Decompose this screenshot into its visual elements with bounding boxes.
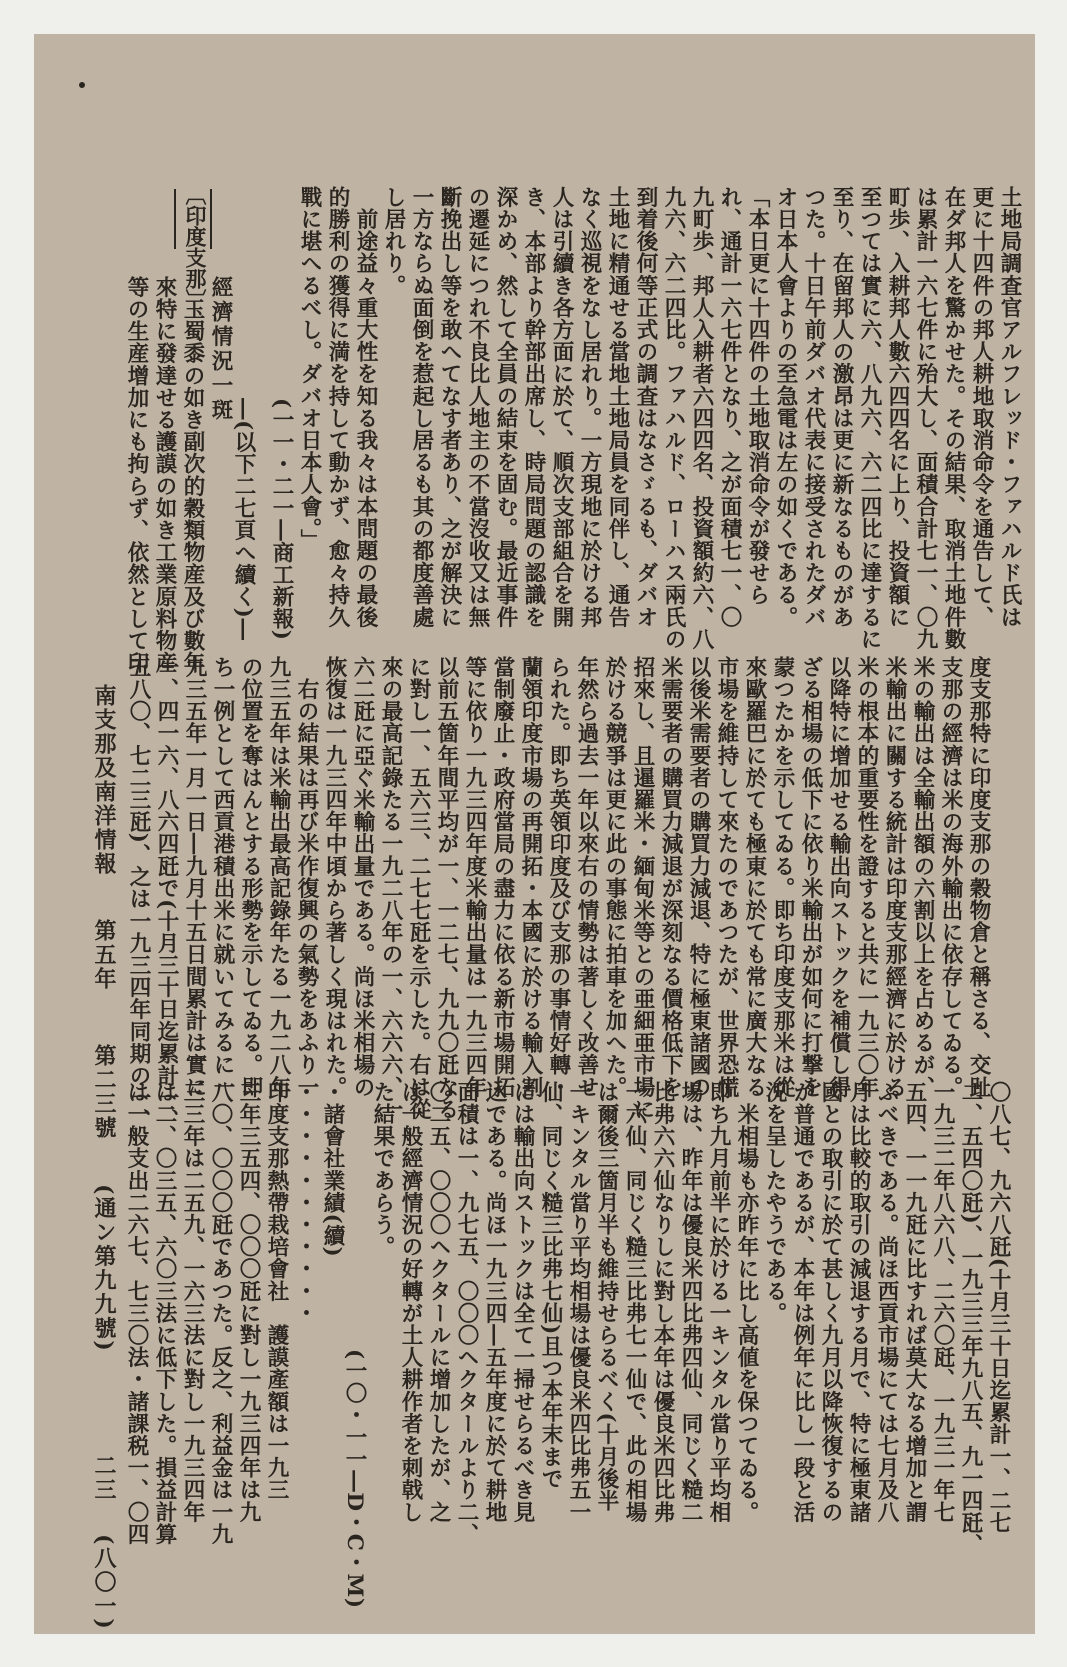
text-line: 到着後何等正式の調査はなさゞるも、ダバオ [633,186,658,628]
text-line: 六二瓩に亞ぐ米輸出量である。尚ほ米相場の [350,656,375,1098]
issue-number: 第二三號 [91,1044,117,1140]
text-line: 蒙つたかを示してゐる。即ち印度支那米は從 [770,656,795,1098]
text-line: られた。即ち英領印度及び支那の事情好轉・ [546,656,571,1098]
text-line: 土地に精通せる當地土地局員を同伴し、通告 [605,186,630,628]
text-line: 土地局調査官アルフレッド・ファハルド氏は [997,186,1022,628]
text-line: 當制廢止・政府當局の盡力に依る新市場開拓 [490,656,515,1098]
text-line: 米需要者の購買力減退が深刻なる價格低下を [658,656,683,1098]
text-line: には輸出向ストックは全て一掃せらるべき見 [510,1081,535,1523]
text-line: 比弗六六仙なりしに對し本年は優良米四比弗 [650,1081,675,1523]
text-line: 市場を維持して來たのであつたが、世界恐慌 [714,656,739,1098]
text-line: 一九三二年八六八、二六〇瓩、一九三一年七 [930,1081,955,1523]
page-number: 二三 [91,1454,117,1502]
article-column-middle [122,656,992,1131]
text-line: 米の輸出は全輸出額の六割以上を占めるが、 [910,656,935,1098]
text-line: は爾後三箇月半も維持せらるべく(十月後半 [594,1081,619,1512]
text-line: 込である。尚ほ一九三四―五年度に於て耕地 [482,1081,507,1523]
text-line: れ、通計一六七件となり、之が面積七一、〇 [717,186,742,628]
text-line: 仙、同じく糙三比弗七仙)且つ本年末まで [538,1081,563,1490]
article-column-lower [342,1081,1012,1609]
text-line: 三年三五四、〇〇〇瓩に對し一九三四年は九 [236,1081,261,1523]
cumulative-issue: (通ン第九九號) [91,1184,117,1353]
text-line: 九六、六二四比。ファハルド、ローハス兩氏の [661,186,686,651]
text-line: 一、四一六、八六四瓩で(十月三十日迄累計一、 [154,656,179,1131]
ink-dot [79,82,85,88]
text-line: 斷挽出し等を敢へてなす者あり、之が解決に [437,186,462,628]
text-line: は累計一六七件に殆大し、面積合計七一、〇九 [913,186,938,651]
text-line: 在ダ邦人を驚かせた。その結果、取消土地件數 [941,186,966,651]
text-line: 的勝利の獲得に満を持して動かず、愈々持久 [325,186,350,628]
text-line: し居れり。 [381,186,406,297]
section-lead-column [122,276,206,674]
text-line: 九三五年一月一日―九月十五日間累計は實に [182,656,207,1098]
text-line: 右の結果は再び米作復興の氣勢をあふり一 [294,656,319,1098]
section-tag: 〔印度支那〕 [183,184,208,310]
text-line: 玉蜀黍の如き副次的穀類物産及び數年 [180,276,205,674]
text-line: ち一例として西貢港積出米に就いてみるに一 [210,656,235,1098]
text-line: 八〇、〇〇〇瓩であつた。反之、利益金は一九 [208,1081,233,1546]
section-heading: 經濟情況一斑 [208,276,233,423]
companies-section [122,1081,346,1609]
text-line: 米相場も亦昨年に比し高値を保つてゐる。 [734,1081,759,1523]
text-line: 恢復は一九三四年中頃から著しく現はれた。 [322,656,347,1098]
text-line: 二、五四〇瓩)、一九三三年九八五、九一四瓩、 [958,1081,983,1556]
text-line: の遷延につれ不良比人地主の不當沒收又は無 [465,186,490,628]
text-line: ざる相場の低下に依り米輸出が如何に打撃を [798,656,823,1098]
text-line: 來歐羅巴に於ても極東に於ても常に廣大なる [742,656,767,1098]
signature-line: (一〇・一一―D・C・M) [342,1349,367,1609]
text-line: に對し一、五六三、二七七瓩を示した。右は從 [406,656,431,1121]
text-line: 前途益々重大性を知る我々は本問題の最後 [353,186,378,628]
text-line: 以後米需要者の購買力減退、特に極東諸國の [686,656,711,1098]
text-line: ふべきである。尚ほ西貢市場にては七月及八 [874,1081,899,1523]
text-line: 戰に堪へるべし。ダバオ日本人會。」 [297,186,322,551]
text-line: 等に依り一九三四年度米輸出量は一九三四年 [462,656,487,1098]
text-line: 三三年は二五九、一六三法に對し一九三四年 [180,1081,205,1523]
text-line: き、本部より幹部出席し、時局問題の認識を [521,186,546,628]
text-line: 國との取引に於て甚しく九月以降恢復するの [818,1081,843,1523]
article-column-upper-right [231,186,1023,651]
text-line: 至り、在留邦人の激昂は更に新なるものがあ [829,186,854,628]
text-line: 九町歩、邦人入耕者六四四名、投資額約六、八 [689,186,714,651]
text-line: 以降特に增加せる輸出向ストックを補償し得 [826,656,851,1098]
text-line: 町歩、入耕邦人數六四四名に上り、投資額に [885,186,910,628]
text-line: 米の根本的重要性を證すると共に一九三〇年 [854,656,879,1098]
text-line: 〇八七、九六八瓩(十月三十日迄累計一、二七 [986,1081,1011,1534]
text-line: 五四、一一九瓩に比すれば莫大なる增加と謂 [902,1081,927,1523]
text-line: の位置を奪はんとする形勢を示してゐる。即 [238,656,263,1098]
text-line: なく巡視をなし居れり。一方現地に於ける邦 [577,186,602,628]
text-line: 即ち九月前半に於ける一キンタル當り平均相 [706,1081,731,1523]
text-line: 支那の經濟は米の海外輸出に依存してゐる。 [938,656,963,1098]
folio-number: (八〇一) [91,1534,117,1631]
text-line: 等の生産增加にも拘らず、依然として印 [124,276,149,674]
text-line: は一般支出二六七、七三〇法・諸課税一、〇四 [124,1081,149,1546]
text-line: 月は比較的取引の減退する月で、特に極東諸 [846,1081,871,1523]
text-line: 一六仙、同じく糙三比弗七一仙で、此の相場 [622,1081,647,1523]
signature-line: (一一・二一―商工新報) [269,398,294,641]
companies-heading: ・諸會社業績(續) [320,1081,345,1258]
text-line: 九三五年は米輸出最高記錄年たる一九二八年 [266,656,291,1098]
text-line: 至つては實に六、八九六、六二四比に達するに [857,186,882,651]
text-line: 度支那特に印度支那の穀物倉と稱さる、交趾 [966,656,991,1098]
text-line: は一般經濟情況の好轉が土人耕作者を刺戟し [398,1081,423,1523]
text-line: 更に十四件の邦人耕地取消命令を通告して、 [969,186,994,628]
text-line: 來特に發達せる護謨の如き工業原料物産 [152,276,177,674]
text-line: 印度支那熱帶栽培會社 護謨產額は一九三 [264,1081,289,1501]
journal-page [34,34,1035,1634]
text-line: た結果であらう。 [370,1081,395,1258]
text-line: は二、〇三五、六〇三法に低下した。損益計算 [152,1081,177,1546]
text-line: 場は、昨年は優良米四比弗四仙、同じく糙二 [678,1081,703,1523]
text-line: 一方ならぬ面倒を惹起し居るも其の都度善處 [409,186,434,628]
text-line: 招來し、且暹羅米・緬甸米等との亜細亜市場に [630,656,655,1121]
text-line: 以前五箇年間平均が一、一二七、九九〇瓩なる [434,656,459,1121]
text-line: 人は引續き各方面に於て、順次支部組合を開 [549,186,574,628]
text-line: 況を呈したやうである。 [762,1081,787,1325]
volume-year: 第五年 [91,919,117,991]
text-line: が普通であるが、本年は例年に比し一段と活 [790,1081,815,1523]
text-line: 深かめ、然して全員の結束を固む。最近事件 [493,186,518,628]
text-line: 於ける競爭は更に此の事態に拍車を加へた。 [602,656,627,1098]
signature-line: ―(以下二七頁へ續く)― [231,398,256,641]
text-line: 面積は一、九七五、〇〇〇ヘクタールより二、 [454,1081,479,1546]
text-line: 蘭領印度市場の再開拓・本國に於ける輸入割 [518,656,543,1098]
text-line: 米輸出に關する統計は印度支那經濟に於ける [882,656,907,1098]
text-line: 來の最高記錄たる一九二八年の一、六六六、一 [378,656,403,1121]
text-line: つた。十日午前ダバオ代表に接受されたダバ [801,186,826,628]
text-line: 一キンタル當り平均相場は優良米四比弗五一 [566,1081,591,1523]
text-line: 五八〇、七二三瓩)、之は一九三四年同期の一、 [126,656,151,1131]
text-line: 年然ら過去一年以來右の情勢は著しく改善せ [574,656,599,1098]
text-line: オ日本人會よりの至急電は左の如くである。 [773,186,798,628]
text-line: 「本日更に十四件の土地取消命令が發せら [745,186,770,606]
text-line: 〇二五、〇〇〇ヘクタールに增加したが、之 [426,1081,451,1523]
journal-title: 南支那及南洋情報 [91,684,117,876]
text-line: ・・・・・・・・・・・ [292,1081,317,1325]
